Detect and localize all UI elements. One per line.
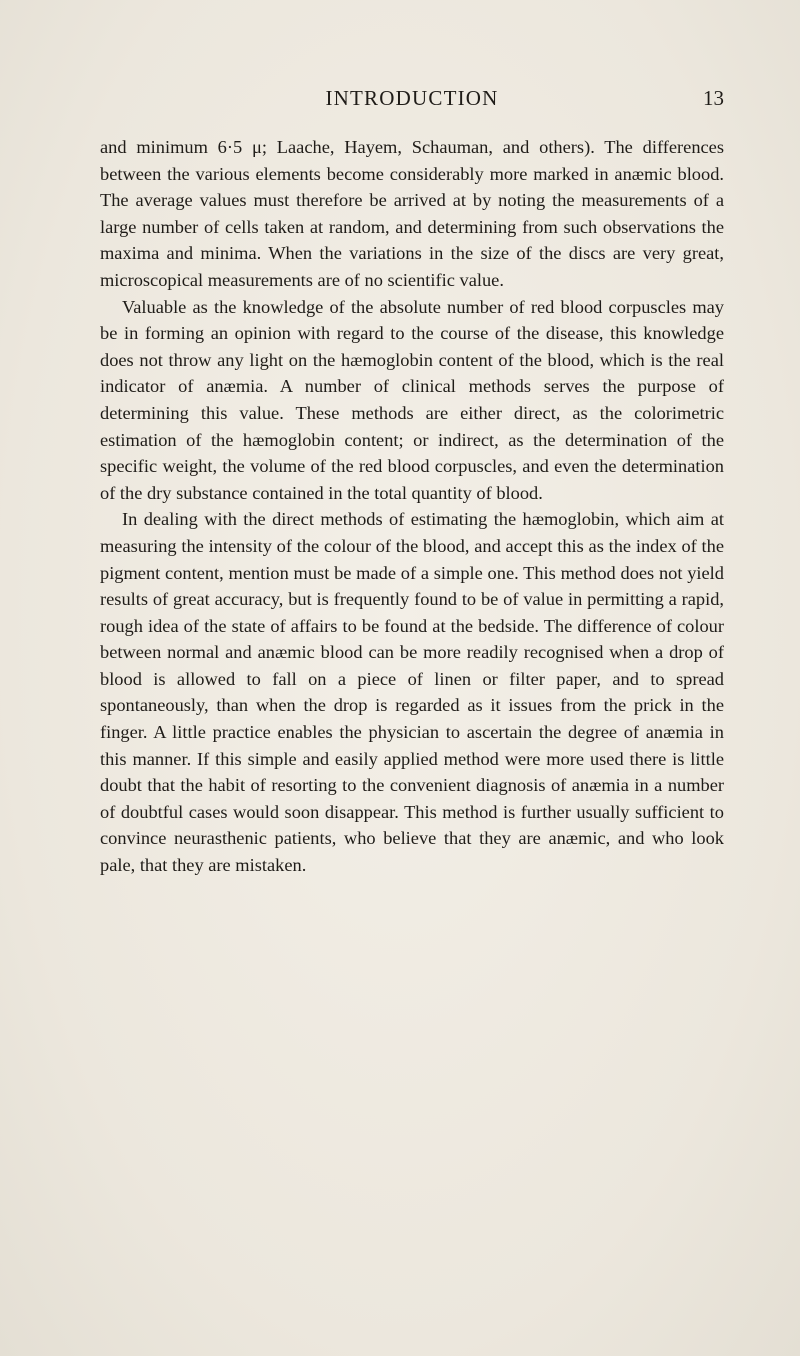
paragraph-hemoglobin-knowledge: Valuable as the knowledge of the absolute number of red blood corpuscles may be in forming an opinion with regard to the course of the disease, this knowledge does not throw any light on the hæmoglobin content of the blood, which is the real indicator of anæmia. A number of clinical methods serves the purpose of determining this value. These methods are either direct, as the colorimetric estimation of the hæmoglobin content; or indirect, as the determination of the specific weight, the volume of the red blood corpuscles, and even the determination of the dry substance contained in the total quantity of blood. bbox=[100, 296, 724, 503]
paragraph-direct-methods: In dealing with the direct methods of estimating the hæmoglobin, which aim at measuring the intensity of the colour of the blood, and accept this as the index of the pigment content, mention must be made of a simple one. This method does not yield results of great accuracy, but is frequently found to be of value in permitting a rapid, rough idea of the state of affairs to be found at the bedside. The difference of colour between normal and anæmic blood can be more readily recognised when a drop of blood is allowed to fall on a piece of linen or filter paper, and to spread spontaneously, than when the drop is regarded as it issues from the prick in the finger. A little practice enables the physician to ascertain the degree of anæmia in this manner. If this simple and easily applied method were more used there is little doubt that the habit of resorting to the convenient diagnosis of anæmia in a number of doubtful cases would soon disappear. This method is further usually sufficient to convince neurasthenic patients, who believe that they are anæmic, and who look pale, that they are mistaken. bbox=[100, 509, 724, 876]
running-head bbox=[100, 86, 724, 116]
page-number: 13 bbox=[703, 86, 724, 110]
chapter-title: INTRODUCTION bbox=[325, 86, 499, 110]
body-text bbox=[100, 134, 724, 879]
paragraph-continuation: and minimum 6·5 μ; Laache, Hayem, Schauman, and others). The differences between the various elements become considerably more marked in anæmic blood. The average values must therefore be arrived at by noting the measurements of a large number of cells taken at random, and determining from such observations the maxima and minima. When the variations in the size of the discs are very great, microscopical measurements are of no scientific value. bbox=[100, 137, 724, 290]
